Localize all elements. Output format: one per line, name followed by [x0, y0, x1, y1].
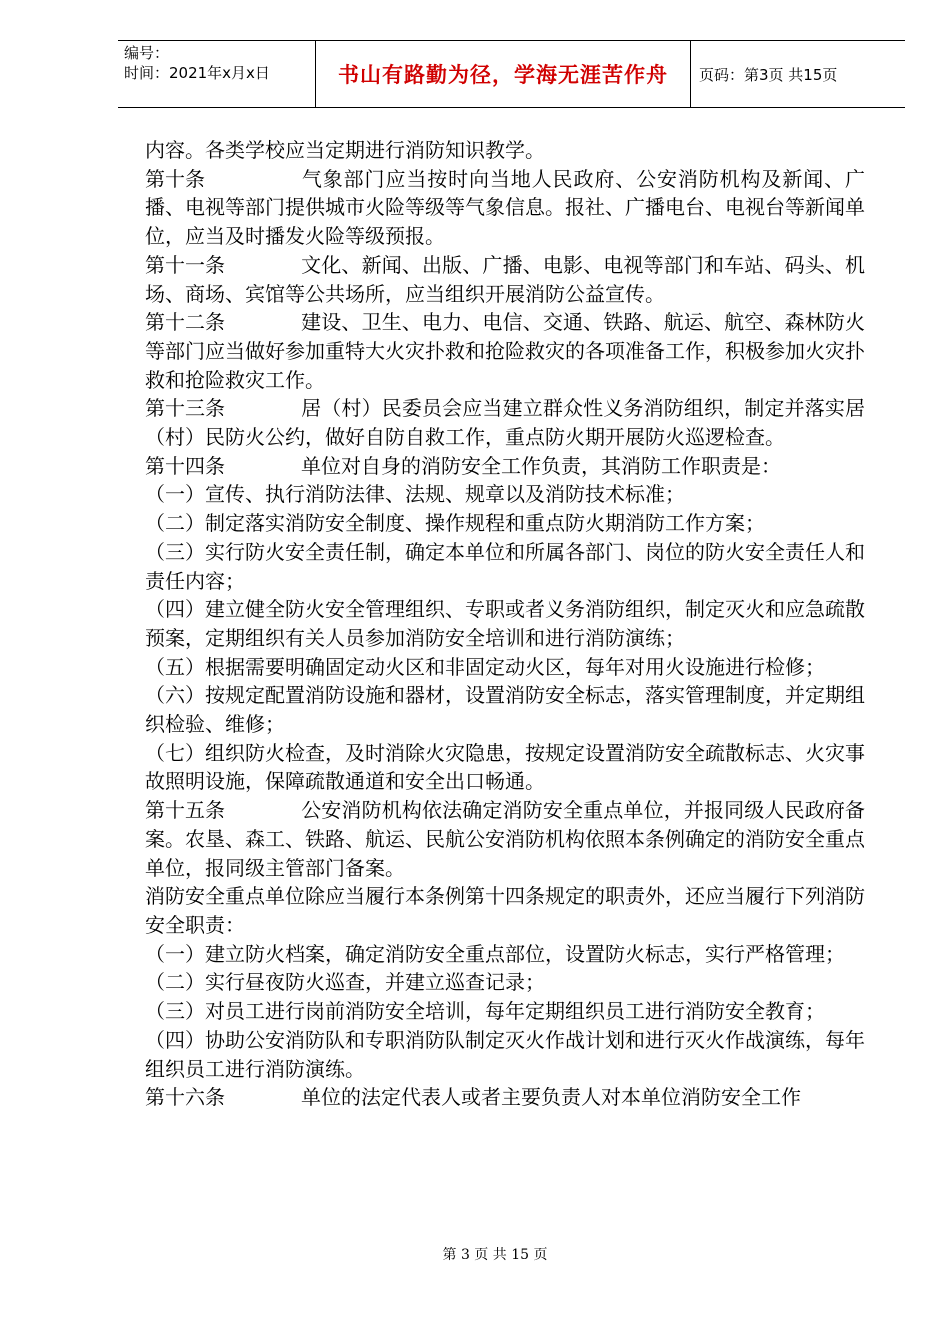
body-paragraph: [145, 1026, 865, 1083]
paragraph-text: 公安消防机构依法确定消防安全重点单位，并报同级人民政府备案。农垦、森工、铁路、航运、民航公安消防机构依照本条例确定的消防安全重点单位，报同级主管部门备案。: [145, 798, 865, 880]
body-paragraph: [145, 509, 865, 538]
article-paragraph: [145, 452, 865, 481]
article-paragraph: [145, 308, 865, 394]
page-header: [118, 40, 905, 108]
body-paragraph: [145, 940, 865, 969]
article-paragraph: [145, 1083, 865, 1112]
article-paragraph: [145, 165, 865, 251]
article-paragraph: [145, 394, 865, 451]
article-number: 第十三条: [145, 396, 225, 421]
article-number: 第十六条: [145, 1085, 225, 1110]
paragraph-text: （五）根据需要明确固定动火区和非固定动火区，每年对用火设施进行检修；: [145, 654, 825, 679]
document-time-label: 时间：2021年x月x日: [124, 64, 270, 82]
paragraph-text: 内容。各类学校应当定期进行消防知识教学。: [145, 138, 545, 162]
header-motto: 书山有路勤为径，学海无涯苦作舟: [316, 41, 691, 107]
document-body: [145, 136, 865, 1112]
paragraph-text: 单位对自身的消防安全工作负责，其消防工作职责是：: [301, 453, 781, 478]
paragraph-text: 文化、新闻、出版、广播、电影、电视等部门和车站、码头、机场、商场、宾馆等公共场所，应当组织开展消防公益宣传。: [145, 252, 865, 306]
article-paragraph: [145, 251, 865, 308]
paragraph-text: （一）建立防火档案，确定消防安全重点部位，设置防火标志，实行严格管理；: [145, 941, 845, 966]
body-paragraph: [145, 997, 865, 1026]
paragraph-text: 建设、卫生、电力、电信、交通、铁路、航运、航空、森林防火等部门应当做好参加重特大火灾扑救和抢险救灾的各项准备工作，积极参加火灾扑救和抢险救灾工作。: [145, 310, 865, 392]
paragraph-text: 消防安全重点单位除应当履行本条例第十四条规定的职责外，还应当履行下列消防安全职责：: [145, 884, 865, 937]
header-page-label: 页码：第3页 共15页: [699, 65, 838, 84]
article-number: 第十五条: [145, 798, 225, 823]
paragraph-text: （七）组织防火检查，及时消除火灾隐患，按规定设置消防安全疏散标志、火灾事故照明设施，保障疏散通道和安全出口畅通。: [145, 740, 865, 794]
body-paragraph: [145, 968, 865, 997]
paragraph-text: 居（村）民委员会应当建立群众性义务消防组织，制定并落实居（村）民防火公约，做好自防自救工作，重点防火期开展防火巡逻检查。: [145, 396, 865, 450]
body-paragraph: [145, 653, 865, 682]
article-number: 第十条: [145, 166, 205, 191]
header-meta: [118, 41, 316, 107]
body-paragraph: [145, 882, 865, 939]
body-paragraph: [145, 739, 865, 796]
document-number-label: 编号：: [124, 44, 170, 62]
page-footer: 第 3 页 共 15 页: [442, 1247, 548, 1263]
body-paragraph: [145, 538, 865, 595]
paragraph-text: （二）制定落实消防安全制度、操作规程和重点防火期消防工作方案；: [145, 511, 765, 536]
paragraph-text: （四）建立健全防火安全管理组织、专职或者义务消防组织，制定灭火和应急疏散预案，定期组织有关人员参加消防安全培训和进行消防演练；: [145, 597, 865, 650]
paragraph-text: （三）对员工进行岗前消防安全培训，每年定期组织员工进行消防安全教育；: [145, 999, 825, 1024]
paragraph-text: （一）宣传、执行消防法律、法规、规章以及消防技术标准；: [145, 482, 685, 507]
body-paragraph: [145, 480, 865, 509]
article-paragraph: [145, 796, 865, 882]
paragraph-text: 气象部门应当按时向当地人民政府、公安消防机构及新闻、广播、电视等部门提供城市火险等级等气象信息。报社、广播电台、电视台等新闻单位，应当及时播发火险等级预报。: [145, 166, 865, 249]
article-number: 第十二条: [145, 310, 225, 335]
paragraph-text: （六）按规定配置消防设施和器材，设置消防安全标志，落实管理制度，并定期组织检验、维修；: [145, 683, 865, 737]
body-paragraph: [145, 595, 865, 652]
article-number: 第十四条: [145, 453, 225, 478]
article-number: 第十一条: [145, 252, 225, 277]
paragraph-text: 单位的法定代表人或者主要负责人对本单位消防安全工作: [301, 1085, 801, 1110]
body-paragraph: [145, 136, 865, 165]
paragraph-text: （二）实行昼夜防火巡查，并建立巡查记录；: [145, 970, 545, 995]
paragraph-text: （四）协助公安消防队和专职消防队制定灭火作战计划和进行灭火作战演练，每年组织员工进行消防演练。: [145, 1027, 865, 1081]
paragraph-text: （三）实行防火安全责任制，确定本单位和所属各部门、岗位的防火安全责任人和责任内容；: [145, 539, 865, 593]
body-paragraph: [145, 681, 865, 738]
